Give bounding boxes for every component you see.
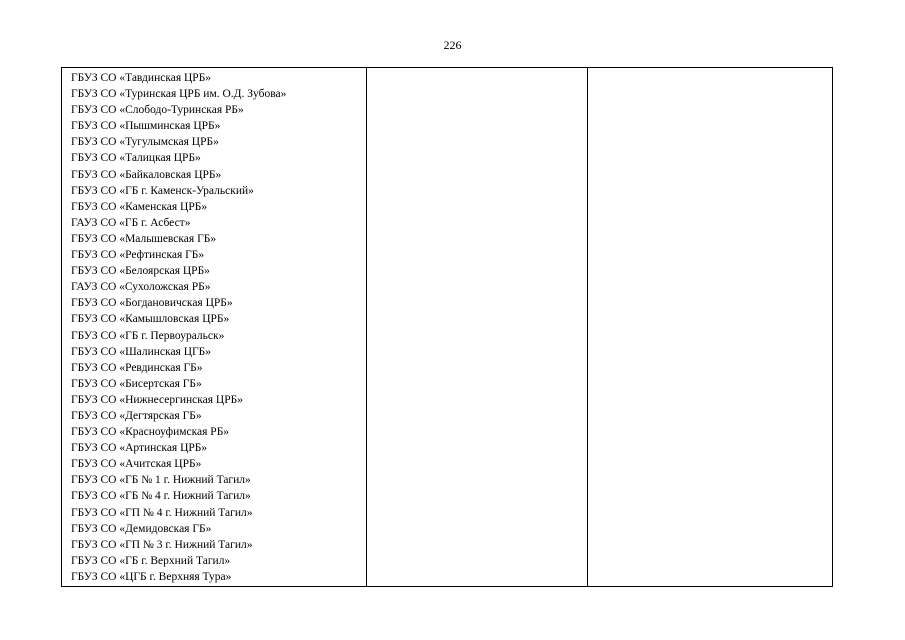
- list-item: ГАУЗ СО «ГБ г. Асбест»: [71, 216, 191, 229]
- list-item: ГБУЗ СО «ЦГБ г. Верхняя Тура»: [71, 570, 232, 583]
- list-item: ГБУЗ СО «ГП № 3 г. Нижний Тагил»: [71, 538, 253, 551]
- table-row: [62, 68, 833, 587]
- list-item: ГБУЗ СО «Каменская ЦРБ»: [71, 200, 208, 213]
- organizations-cell: [62, 68, 367, 587]
- list-item: ГБУЗ СО «Демидовская ГБ»: [71, 522, 212, 535]
- list-item: ГБУЗ СО «Ачитская ЦРБ»: [71, 458, 202, 471]
- list-item: ГБУЗ СО «Талицкая ЦРБ»: [71, 152, 201, 165]
- page-number: 226: [443, 38, 462, 52]
- list-item: ГБУЗ СО «Тавдинская ЦРБ»: [71, 72, 212, 84]
- list-item: ГБУЗ СО «ГБ № 1 г. Нижний Тагил»: [71, 474, 251, 487]
- list-item: ГБУЗ СО «Малышевская ГБ»: [71, 232, 217, 245]
- organizations-table: [61, 67, 833, 587]
- list-item: ГБУЗ СО «Бисертская ГБ»: [71, 377, 202, 390]
- organization-list: [62, 68, 366, 586]
- list-item: ГБУЗ СО «Богдановичская ЦРБ»: [71, 297, 233, 310]
- list-item: ГБУЗ СО «Шалинская ЦГБ»: [71, 345, 212, 358]
- list-item: ГБУЗ СО «ГБ г. Верхний Тагил»: [71, 554, 231, 567]
- list-item: ГБУЗ СО «Артинская ЦРБ»: [71, 442, 208, 455]
- list-item: ГБУЗ СО «Рефтинская ГБ»: [71, 249, 205, 262]
- list-item: ГБУЗ СО «ГБ № 4 г. Нижний Тагил»: [71, 490, 251, 503]
- empty-cell-column-3: [588, 68, 833, 587]
- empty-cell-column-2: [367, 68, 588, 587]
- list-item: ГБУЗ СО «Белоярская ЦРБ»: [71, 265, 210, 278]
- list-item: ГБУЗ СО «Ревдинская ГБ»: [71, 361, 203, 374]
- list-item: ГАУЗ СО «Сухоложская РБ»: [71, 281, 211, 294]
- list-item: ГБУЗ СО «Красноуфимская РБ»: [71, 426, 230, 439]
- list-item: ГБУЗ СО «Туринская ЦРБ им. О.Д. Зубова»: [71, 88, 287, 101]
- list-item: ГБУЗ СО «Байкаловская ЦРБ»: [71, 168, 222, 181]
- list-item: ГБУЗ СО «ГБ г. Каменск-Уральский»: [71, 184, 254, 197]
- list-item: ГБУЗ СО «Тугулымская ЦРБ»: [71, 136, 219, 149]
- list-item: ГБУЗ СО «Слободо-Туринская РБ»: [71, 104, 244, 117]
- list-item: ГБУЗ СО «Дегтярская ГБ»: [71, 409, 202, 422]
- list-item: ГБУЗ СО «ГП № 4 г. Нижний Тагил»: [71, 506, 253, 519]
- list-item: ГБУЗ СО «Камышловская ЦРБ»: [71, 313, 230, 326]
- list-item: ГБУЗ СО «Пышминская ЦРБ»: [71, 120, 221, 133]
- list-item: ГБУЗ СО «ГБ г. Первоуральск»: [71, 329, 225, 342]
- list-item: ГБУЗ СО «Нижнесергинская ЦРБ»: [71, 393, 243, 406]
